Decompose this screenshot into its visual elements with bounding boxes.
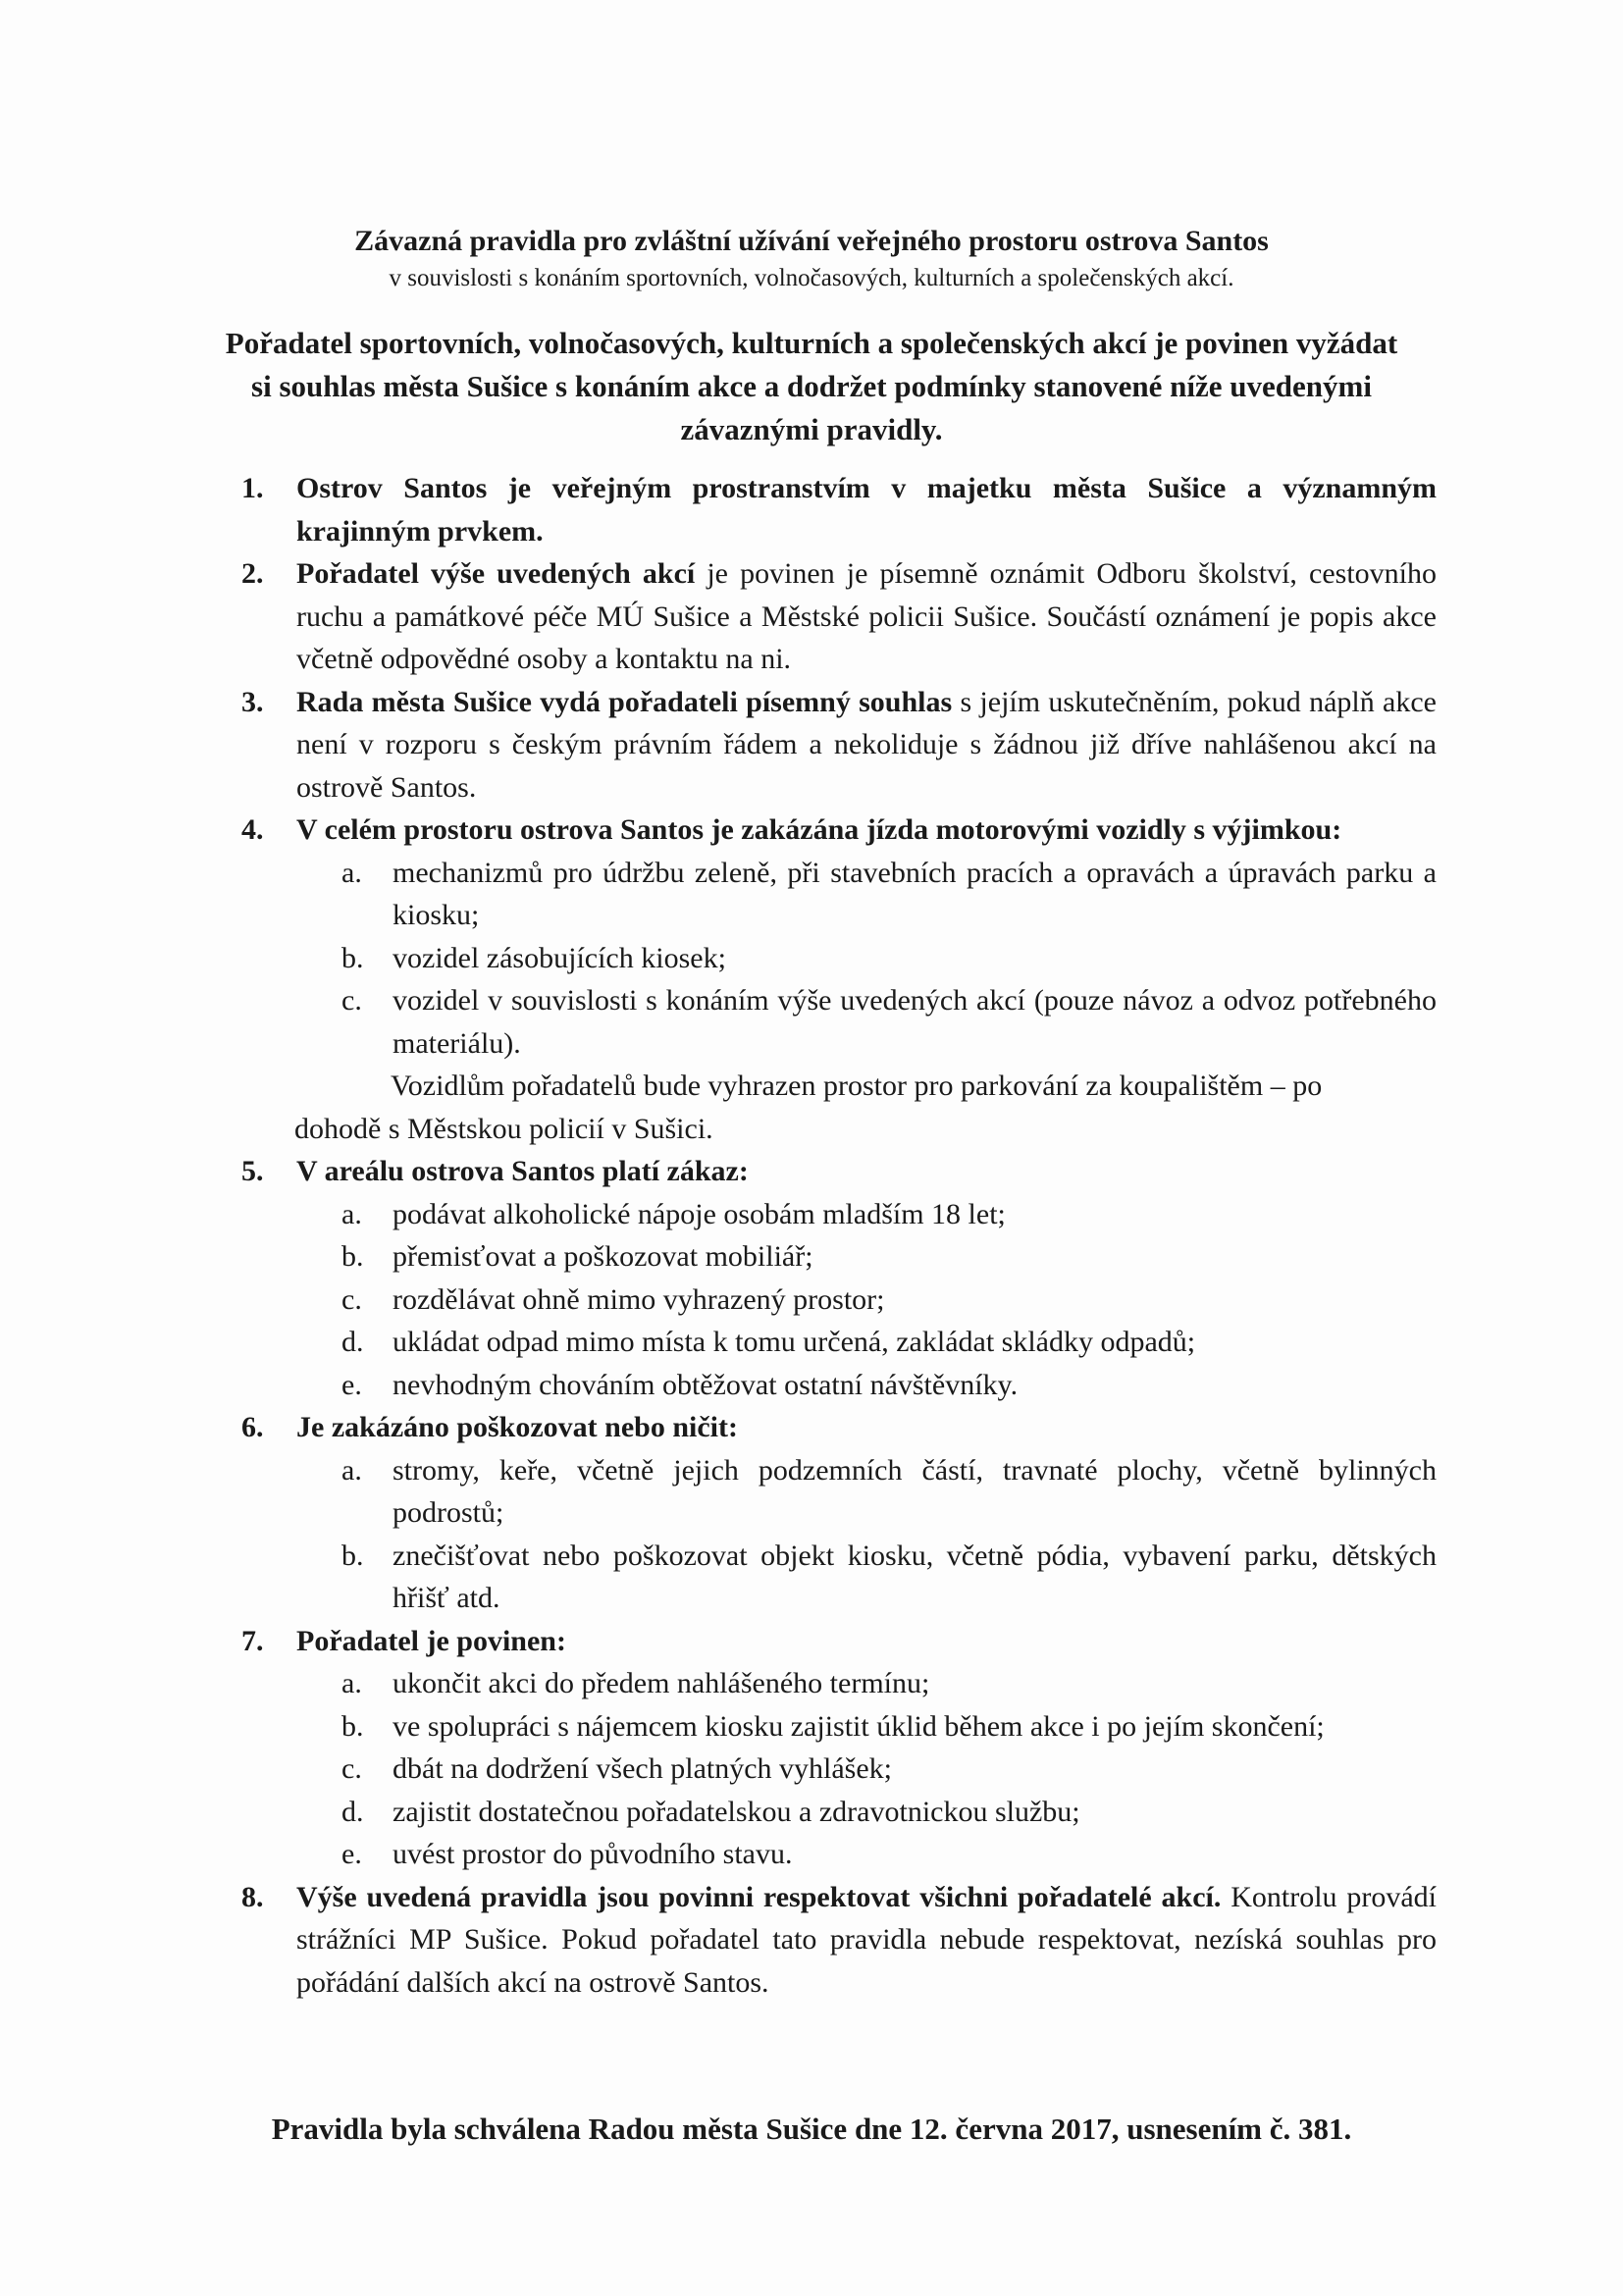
rule-text: je povinen je písemně oznámit Odboru školství, cestovního ruchu a památkové péče MÚ Sušice a Městské policii Sušice. Součástí oznámení je popis akce včetně odpovědné osoby a kontaktu na ni. — [296, 557, 1437, 675]
sub-item — [236, 1278, 1437, 1322]
sub-item — [236, 1364, 1437, 1407]
sub-item — [236, 1193, 1437, 1236]
sub-item-letter: c. — [341, 1752, 362, 1785]
rule-item — [236, 1150, 1437, 1193]
rule-bold-text: Ostrov Santos je veřejným prostranstvím v majetku města Sušice a významným krajinným prvkem. — [296, 472, 1437, 548]
sub-item-letter: b. — [341, 1240, 364, 1273]
approval-footer: Pravidla byla schválena Radou města Sušice dne 12. června 2017, usnesením č. 381. — [271, 2112, 1352, 2146]
rule-number: 6. — [241, 1411, 264, 1443]
rule-number: 2. — [241, 557, 264, 590]
sub-item-text: podávat alkoholické nápoje osobám mladším 18 let; — [393, 1197, 1006, 1230]
rule-bold-text: Rada města Sušice vydá pořadateli písemný souhlas — [296, 685, 953, 718]
sub-item-letter: a. — [341, 1667, 362, 1699]
rule-number: 7. — [241, 1624, 264, 1657]
sub-item — [236, 1535, 1437, 1620]
sub-item — [236, 1321, 1437, 1364]
rule-item — [236, 1406, 1437, 1449]
sub-item-letter: d. — [341, 1795, 364, 1828]
sub-item-letter: b. — [341, 1539, 364, 1572]
sub-item-letter: a. — [341, 1453, 362, 1487]
sub-item-letter: e. — [341, 1368, 362, 1401]
parking-note: Vozidlům pořadatelů bude vyhrazen prostor pro parkování za koupalištěm – po — [391, 1070, 1323, 1102]
sub-item-text: rozdělávat ohně mimo vyhrazený prostor; — [393, 1282, 885, 1316]
sub-item-letter: c. — [341, 984, 362, 1017]
sub-item-text: vozidel v souvislosti s konáním výše uvedených akcí (pouze návoz a odvoz potřebného materiálu). — [393, 984, 1437, 1060]
sub-item-text: ve spolupráci s nájemcem kiosku zajistit úklid během akce i po jejím skončení; — [393, 1709, 1325, 1743]
sub-item-text: zajistit dostatečnou pořadatelskou a zdravotnickou službu; — [393, 1795, 1080, 1828]
rule-number: 5. — [241, 1155, 264, 1187]
rule-item — [236, 467, 1437, 552]
sub-item-text: přemisťovat a poškozovat mobiliář; — [393, 1240, 813, 1273]
sub-item-letter: c. — [341, 1282, 362, 1316]
sub-item-letter: a. — [341, 1197, 362, 1230]
sub-item-text: znečišťovat nebo poškozovat objekt kiosku, včetně pódia, vybavení parku, dětských hřišť atd. — [393, 1539, 1437, 1614]
rule-bold-text: Je zakázáno poškozovat nebo ničit: — [296, 1411, 738, 1443]
document-title: Závazná pravidla pro zvláštní užívání veřejného prostoru ostrova Santos — [354, 225, 1269, 257]
sub-item — [236, 1449, 1437, 1535]
sub-item-letter: b. — [341, 941, 364, 974]
rule-item — [236, 681, 1437, 809]
rule-bold-text: V areálu ostrova Santos platí zákaz: — [296, 1155, 749, 1187]
rules-list — [236, 467, 1437, 2004]
sub-item-text: vozidel zásobujících kiosek; — [393, 941, 726, 974]
sub-item-text: nevhodným chováním obtěžovat ostatní návštěvníky. — [393, 1368, 1019, 1401]
parking-note-continued: dohodě s Městskou policií v Sušici. — [294, 1112, 713, 1145]
rule-bold-text: Pořadatel výše uvedených akcí — [296, 557, 696, 590]
sub-item — [236, 852, 1437, 937]
document-subtitle: v souvislosti s konáním sportovních, volnočasových, kulturních a společenských akcí. — [389, 265, 1234, 291]
sub-item-text: mechanizmů pro údržbu zeleně, při stavebních pracích a opravách a úpravách parku a kiosku; — [393, 856, 1437, 931]
rule-bold-text: Výše uvedená pravidla jsou povinni respektovat všichni pořadatelé akcí. — [296, 1880, 1222, 1913]
sub-item — [236, 1235, 1437, 1278]
sub-item-text: uvést prostor do původního stavu. — [393, 1838, 793, 1870]
sub-item — [236, 1748, 1437, 1791]
sub-item — [236, 979, 1437, 1065]
rule-number: 3. — [241, 685, 264, 718]
sub-item — [236, 1705, 1437, 1748]
rule-bold-text: Pořadatel je povinen: — [296, 1624, 566, 1657]
sub-item-letter: d. — [341, 1326, 364, 1358]
sub-item — [236, 937, 1437, 980]
sub-item-text: dbát na dodržení všech platných vyhlášek; — [393, 1752, 893, 1785]
sub-item — [236, 1662, 1437, 1705]
rule-text: Kontrolu provádí strážníci MP Sušice. Pokud pořadatel tato pravidla nebude respektovat, nezíská souhlas pro pořádání dalších akcí na ostrově Santos. — [296, 1880, 1438, 1999]
rule-text: s jejím uskutečněním, pokud náplň akce není v rozporu s českým právním řádem a nekoliduje s žádnou již dříve nahlášenou akcí na ostrově Santos. — [296, 685, 1437, 804]
rule-bold-text: V celém prostoru ostrova Santos je zakázána jízda motorovými vozidly s výjimkou: — [296, 813, 1342, 846]
intro-paragraph: Pořadatel sportovních, volnočasových, kulturních a společenských akcí je povinen vyžádat si souhlas města Sušice s konáním akce a dodržet podmínky stanovené níže uvedenými závaznými pravidly. — [225, 326, 1398, 446]
rule-item — [236, 1876, 1437, 2005]
rule-number: 1. — [241, 472, 264, 504]
sub-item-text: ukládat odpad mimo místa k tomu určená, zakládat skládky odpadů; — [393, 1326, 1196, 1358]
rule-item — [236, 552, 1437, 681]
sub-item-letter: a. — [341, 856, 362, 889]
sub-item-text: stromy, keře, včetně jejich podzemních částí, travnaté plochy, včetně bylinných podrostů; — [393, 1453, 1437, 1529]
sub-item-text: ukončit akci do předem nahlášeného termínu; — [393, 1667, 930, 1699]
sub-item — [236, 1791, 1437, 1834]
rule-item — [236, 1620, 1437, 1663]
rule-number: 4. — [241, 813, 264, 846]
sub-item — [236, 1833, 1437, 1876]
rule-number: 8. — [241, 1880, 264, 1913]
rule-item — [236, 809, 1437, 852]
sub-item-letter: e. — [341, 1838, 362, 1870]
sub-item-letter: b. — [341, 1709, 364, 1743]
